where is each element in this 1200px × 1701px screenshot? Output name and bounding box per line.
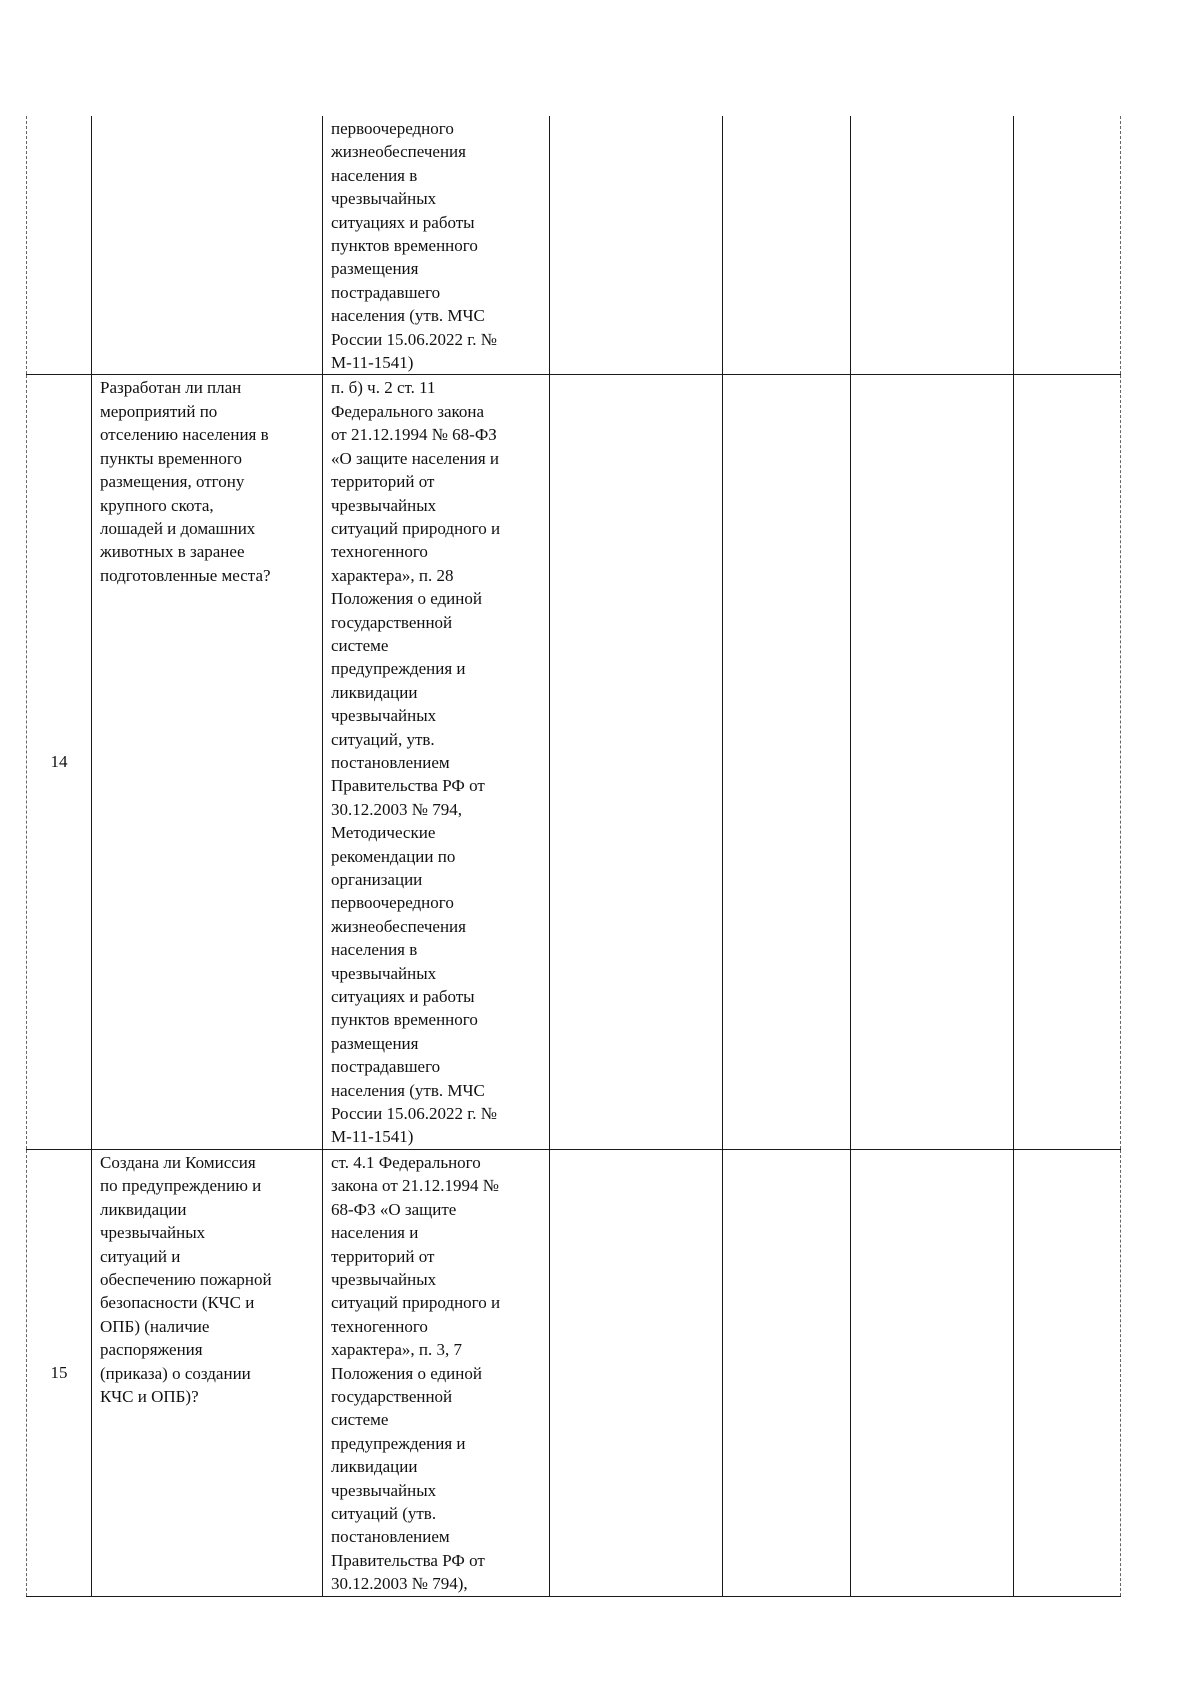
question-cell	[92, 116, 323, 375]
empty-cell	[1014, 1149, 1121, 1596]
empty-cell	[1014, 375, 1121, 1149]
empty-cell	[1014, 116, 1121, 375]
empty-cell	[723, 1149, 851, 1596]
table-row	[27, 375, 1121, 1149]
checklist-table	[26, 116, 1121, 1597]
row-number-cell: 15	[27, 1149, 92, 1596]
table-row	[27, 116, 1121, 375]
reference-cell: ст. 4.1 Федерального закона от 21.12.1994 № 68-ФЗ «О защите населения и территорий от чрезвычайных ситуаций природного и техногенного характера», п. 3, 7 Положения о единой государственной системе предупреждения и ликвидации чрезвычайных ситуаций (утв. постановлением Правительства РФ от 30.12.2003 № 794),	[323, 1149, 550, 1596]
empty-cell	[851, 1149, 1014, 1596]
empty-cell	[550, 375, 723, 1149]
empty-cell	[723, 116, 851, 375]
empty-cell	[851, 375, 1014, 1149]
reference-cell: первоочередного жизнеобеспечения населения в чрезвычайных ситуациях и работы пунктов временного размещения пострадавшего населения (утв. МЧС России 15.06.2022 г. № М-11-1541)	[323, 116, 550, 375]
question-cell: Создана ли Комиссия по предупреждению и ликвидации чрезвычайных ситуаций и обеспечению пожарной безопасности (КЧС и ОПБ) (наличие распоряжения (приказа) о создании КЧС и ОПБ)?	[92, 1149, 323, 1596]
table-row	[27, 1149, 1121, 1596]
empty-cell	[550, 116, 723, 375]
empty-cell	[550, 1149, 723, 1596]
row-number-cell: 14	[27, 375, 92, 1149]
empty-cell	[723, 375, 851, 1149]
reference-cell: п. б) ч. 2 ст. 11 Федерального закона от 21.12.1994 № 68-ФЗ «О защите населения и территорий от чрезвычайных ситуаций природного и техногенного характера», п. 28 Положения о единой государственной системе предупреждения и ликвидации чрезвычайных ситуаций, утв. постановлением Правительства РФ от 30.12.2003 № 794, Методические рекомендации по организации первоочередного жизнеобеспечения населения в чрезвычайных ситуациях и работы пунктов временного размещения пострадавшего населения (утв. МЧС России 15.06.2022 г. № М-11-1541)	[323, 375, 550, 1149]
row-number-cell	[27, 116, 92, 375]
empty-cell	[851, 116, 1014, 375]
question-cell: Разработан ли план мероприятий по отселению населения в пункты временного размещения, отгону крупного скота, лошадей и домашних животных в заранее подготовленные места?	[92, 375, 323, 1149]
